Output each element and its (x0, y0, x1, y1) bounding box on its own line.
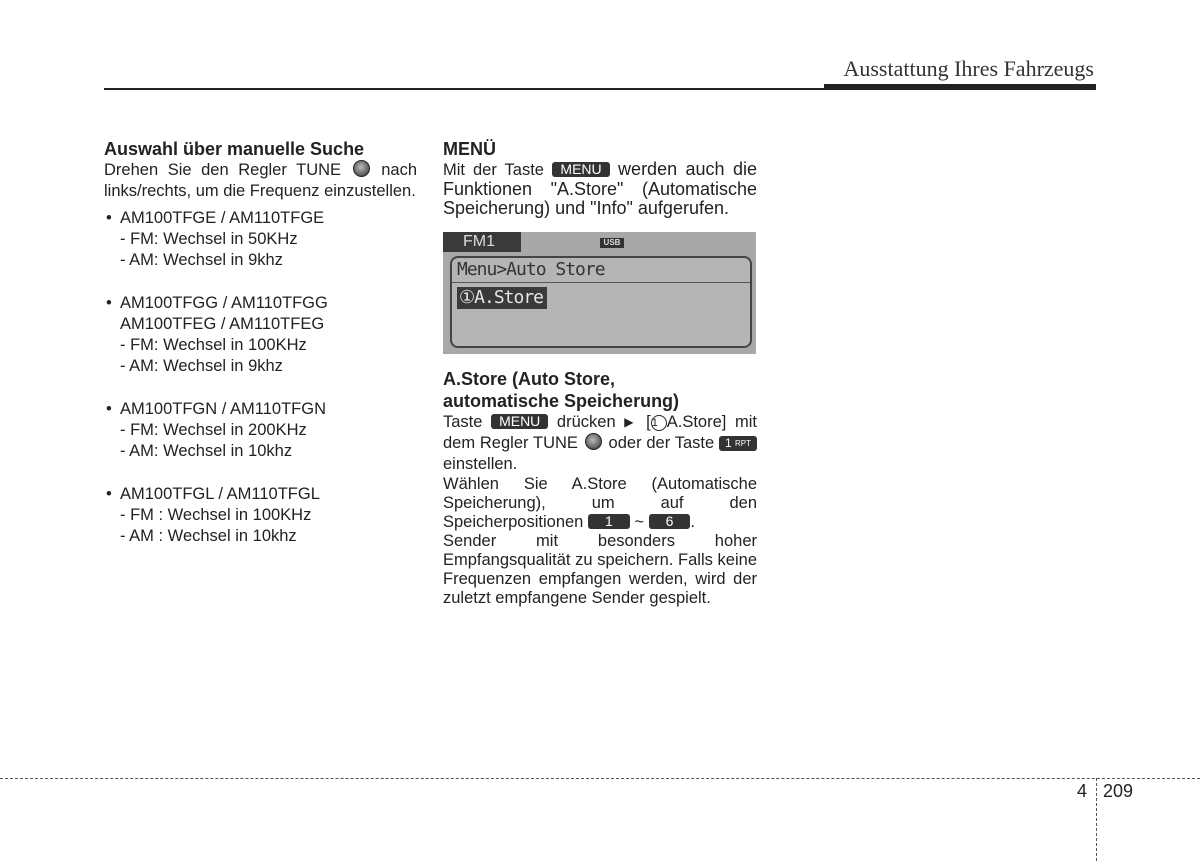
chapter-number: 4 (1077, 781, 1088, 801)
am-step: - AM : Wechsel in 10khz (120, 527, 297, 545)
fm-step: - FM: Wechsel in 200KHz (120, 421, 307, 439)
preset-number-icon: 1 (651, 415, 667, 431)
page-number: 209 (1103, 781, 1134, 801)
model-name: • AM100TFGG / AM110TFGG (106, 294, 328, 312)
footer-divider (1096, 778, 1097, 861)
header-rule-accent (824, 84, 1096, 90)
fm-step: - FM: Wechsel in 50KHz (120, 230, 298, 248)
model-name: • AM100TFGN / AM110TFGN (106, 400, 326, 418)
list-item (104, 208, 417, 271)
middle-column (443, 138, 757, 608)
fm-step: - FM : Wechsel in 100KHz (120, 506, 312, 524)
manual-search-intro (104, 160, 417, 202)
menu-path: Menu>Auto Store (457, 259, 605, 280)
astore-note: Sender mit besonders hoher Empfangsqualität zu speichern. Falls keine Frequenzen empfangen werden, wird der zuletzt empfangene Sender gespielt. (443, 532, 757, 607)
list-item (104, 484, 417, 547)
section-heading-manual-search: Auswahl über manuelle Suche (104, 139, 365, 159)
preset-key-icon: 6 (649, 514, 691, 529)
radio-display (443, 232, 756, 354)
section-heading-menu: MENÜ (443, 139, 496, 159)
menu-key-icon: MENU (491, 414, 548, 429)
footer-rule (0, 778, 1200, 779)
astore-instructions: Taste MENU drücken ▶ [1 A.Store] mit dem Regler TUNE oder der Taste 1 RPT einstellen. (443, 413, 757, 473)
section-heading-astore: A.Store (Auto Store, automatische Speicherung) (443, 369, 680, 411)
am-step: - AM: Wechsel in 9khz (120, 357, 283, 375)
astore-description: Wählen Sie A.Store (Automatische Speicherung), um auf den Speicherpositionen 1 ~ 6 . (443, 475, 757, 531)
model-name: • AM100TFGL / AM110TFGL (106, 485, 320, 503)
menu-key-icon: MENU (552, 162, 609, 177)
fm-step: - FM: Wechsel in 100KHz (120, 336, 307, 354)
tune-knob-icon (353, 160, 370, 177)
menu-description: Mit der Taste MENU werden auch die Funktionen "A.Store" (Automatische Speicherung) und "Info" aufgerufen. (443, 159, 757, 218)
left-column (104, 138, 417, 569)
header-title: Ausstattung Ihres Fahrzeugs (843, 56, 1094, 81)
arrow-right-icon: ▶ (624, 415, 638, 429)
tune-knob-icon (585, 433, 602, 450)
band-tab: FM1 (443, 232, 521, 252)
menu-panel (450, 256, 752, 348)
list-item (104, 399, 417, 462)
preset-key-icon: 1 (588, 514, 630, 529)
model-name: AM100TFEG / AM110TFEG (120, 315, 325, 333)
am-step: - AM: Wechsel in 10khz (120, 442, 293, 460)
list-item (104, 293, 417, 377)
model-name: • AM100TFGE / AM110TFGE (106, 209, 325, 227)
menu-item-astore: ①A.Store (457, 287, 547, 309)
intro-text-end: nach links/rechts, um die Frequenz einzustellen. (104, 161, 417, 200)
usb-icon: USB (600, 238, 624, 248)
menu-path-divider (452, 282, 750, 283)
preset-1-key-icon: 1 RPT (719, 436, 757, 451)
model-list (104, 208, 417, 547)
intro-text-start: Drehen Sie den Regler TUNE (104, 161, 342, 179)
am-step: - AM: Wechsel in 9khz (120, 251, 283, 269)
